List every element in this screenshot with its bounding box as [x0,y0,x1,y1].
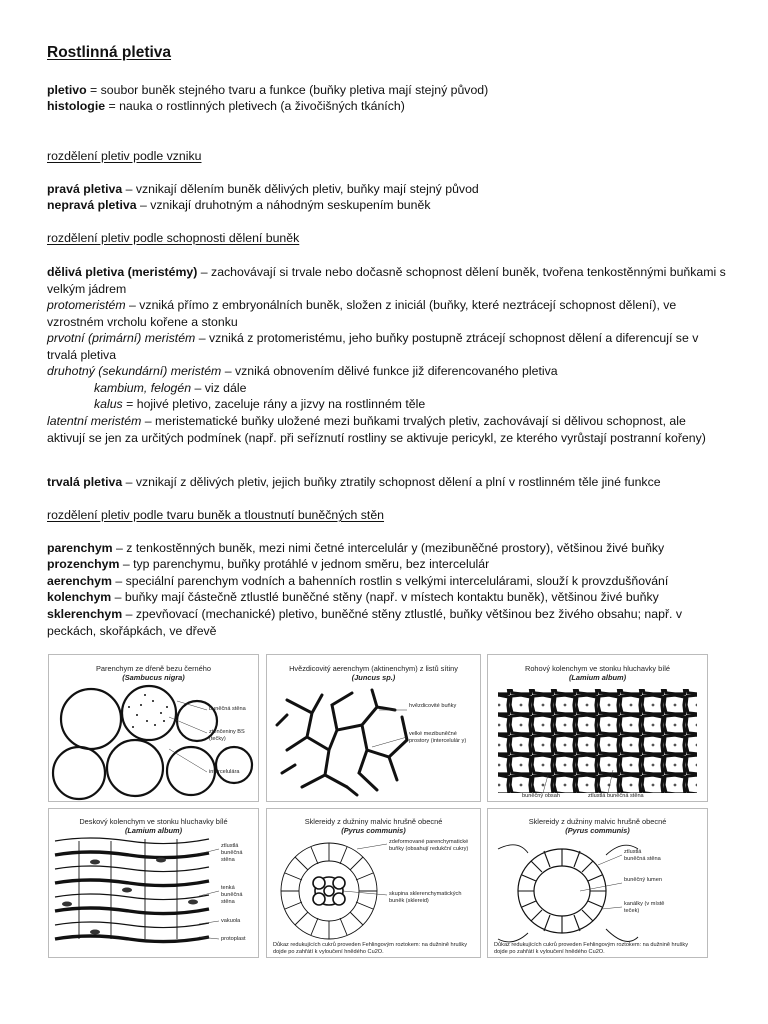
figure-aerenchym-label-2: velké mezibuněčné prostory (intercelulár y) [409,731,467,744]
page-title: Rostlinná pletiva [47,44,172,61]
figure-deskovy-kolenchym-title-text: Deskový kolenchym ve stonku hluchavky bílé [79,817,228,826]
figure-parenchym-title-text: Parenchym ze dřeně bezu černého [95,664,212,673]
term-aerenchym: aerenchym [47,574,112,588]
heading-shape: rozdělení pletiv podle tvaru buněk a tloustnutí buněčných stěn [47,508,385,522]
figure-sklereidy-2 [487,808,708,958]
item-kalus [94,396,768,413]
figure-aerenchym-title-text: Hvězdicovitý aerenchym (aktinenchym) z listů sítiny [289,664,458,673]
text-kambium: – viz dále [191,381,247,395]
figure-parenchym-title [49,664,258,682]
text-prvotni: – vzniká z protomeristému, jeho buňky postupně ztrácejí schopnost dělení a diferencují se v trvalá pletiva [47,331,699,362]
term-prozenchym: prozenchym [47,557,120,571]
term-parenchym: parenchym [47,541,113,555]
figure-sklereidy-1-title [267,817,480,835]
text-parenchym: – z tenkostěnných buněk, mezi nimi četné intercelulár y (mezibuněčné prostory), většinou živé buňky [112,541,665,555]
figure-parenchym-label-1: buněčná stěna [209,706,246,712]
item-meristemy [47,264,727,297]
figure-parenchym [48,654,259,802]
item-kambium [94,380,768,397]
text-kolenchym: – buňky mají částečně ztlustlé buněčné stěny (např. v místech kontaktu buněk), většinou živé buňky [111,590,659,604]
text-aerenchym: – speciální parenchym vodních a bahenních rostlin s velkými intercelulárami, slouží k provzdušňování [111,574,669,588]
figure-sklereidy-1-title-text: Sklereidy z dužniny malvic hrušně obecné [304,817,443,826]
figure-deskovy-kolenchym-label-3: vakuola [221,918,241,924]
text-protomeristem: – vzniká přímo z embryonálních buněk, složen z iniciál (buňky, které neztrácejí schopnost dělení), ve vzrostném vrcholu kořene a stonku [47,298,677,329]
item-prava-pletiva [47,181,727,198]
figure-parenchym-label-3: intercelulára [209,769,240,775]
figure-sklereidy-2-title [488,817,707,835]
definition-histologie [47,98,727,115]
text-histologie: = nauka o rostlinných pletivech (a živočišných tkáních) [105,99,405,113]
item-parenchym [47,540,727,557]
figure-aerenchym-title [267,664,480,682]
term-kolenchym: kolenchym [47,590,112,604]
term-meristemy: dělivá pletiva (meristémy) [47,265,198,279]
term-prava: pravá pletiva [47,182,123,196]
text-neprava: – vznikají druhotným a náhodným seskupením buněk [136,198,431,212]
term-protomeristem: protomeristém [47,298,126,312]
figure-sklereidy-2-label-2: buněčný lumen [624,877,662,883]
term-neprava: nepravá pletiva [47,198,137,212]
term-sklerenchym: sklerenchym [47,607,123,621]
text-prozenchym: – typ parenchymu, buňky protáhlé v jednom směru, bez intercelulár [119,557,490,571]
figure-aerenchym [266,654,481,802]
figure-sklereidy-1-label-2: skupina sklerenchymatických buněk (sklereid) [389,891,462,904]
heading-origin: rozdělení pletiv podle vzniku [47,149,202,163]
definition-pletivo [47,82,727,99]
figure-sklereidy-2-caption: Důkaz redukujících cukrů proveden Fehlingovým roztokem: na dužnině hrušky dojde po zahřátí k vyloučení hnědého Cu2O. [494,942,689,955]
figure-sklereidy-2-label-3: kanálky (v místě teček) [624,901,665,914]
text-prava: – vznikají dělením buněk dělivých pletiv, buňky mají stejný původ [122,182,479,196]
figure-rohovy-kolenchym-label-2: ztlustlá buněčná stěna [588,793,644,799]
figure-deskovy-kolenchym-title [49,817,258,835]
term-kambium: kambium, felogén [94,381,192,395]
figure-rohovy-kolenchym-label-1: buněčný obsah [522,793,560,799]
term-histologie: histologie [47,99,106,113]
figure-rohovy-kolenchym-latin: (Lamium album) [568,673,627,682]
item-kolenchym [47,589,727,606]
figure-deskovy-kolenchym-label-2: tenká buněčná stěna [221,885,243,905]
figure-parenchym-label-2: ztenčeniny BS (tečky) [209,729,245,742]
item-protomeristem [47,297,727,330]
text-kalus: = hojivé pletivo, zaceluje rány a jizvy na rostlinném těle [122,397,426,411]
text-sklerenchym: – zpevňovací (mechanické) pletivo, buněčné stěny ztlustlé, buňky většinou bez živého obsahu; např. v peckách, skořápkách, ve dřevě [47,607,683,638]
text-trvala: – vznikají z dělivých pletiv, jejich buňky ztratily schopnost dělení a plní v rostlinném těle jiné funkce [122,475,661,489]
figure-sklereidy-1-caption: Důkaz redukujících cukrů proveden Fehlingovým roztokem: na dužnině hrušky dojde po zahřátí k vyloučení hnědého Cu2O. [273,942,468,955]
figure-parenchym-latin: (Sambucus nigra) [122,673,185,682]
item-prozenchym [47,556,727,573]
figure-rohovy-kolenchym [487,654,708,802]
item-druhotny-meristem [47,363,727,380]
figure-deskovy-kolenchym-label-4: protoplast [221,936,246,942]
item-trvala-pletiva [47,474,727,491]
term-druhotny: druhotný (sekundární) meristém [47,364,222,378]
figure-sklereidy-2-label-1: ztlustlá buněčná stěna [624,849,661,862]
text-latentni: – meristematické buňky uložené mezi buňkami trvalých pletiv, zachovávají si dělivou schopnost, ale aktivují se jen za určitých podmínek (např. při seříznutí rostliny se aktivuje pericykl, ze kterého vyrůstají postranní kořeny) [47,414,706,445]
heading-division: rozdělení pletiv podle schopnosti dělení buněk [47,231,300,245]
term-kalus: kalus [94,397,123,411]
figure-rohovy-kolenchym-title-text: Rohový kolenchym ve stonku hluchavky bílé [524,664,670,673]
item-aerenchym [47,573,727,590]
figure-aerenchym-label-1: hvězdicovité buňky [409,703,457,709]
item-latentni-meristem [47,413,727,446]
term-trvala: trvalá pletiva [47,475,123,489]
figure-rohovy-kolenchym-title [488,664,707,682]
figure-deskovy-kolenchym [48,808,259,958]
text-pletivo: = soubor buněk stejného tvaru a funkce (buňky pletiva mají stejný původ) [86,83,489,97]
figure-sklereidy-2-latin: (Pyrus communis) [565,826,630,835]
figure-deskovy-kolenchym-latin: (Lamium album) [124,826,183,835]
text-druhotny: – vzniká obnovením dělivé funkce již diferencovaného pletiva [221,364,558,378]
text-meristemy: – zachovávají si trvale nebo dočasně schopnost dělení buněk, tvořena tenkostěnnými buňkami s velkým jádrem [47,265,726,296]
figure-sklereidy-1-latin: (Pyrus communis) [341,826,406,835]
figure-aerenchym-latin: (Juncus sp.) [351,673,396,682]
term-prvotni: prvotní (primární) meristém [47,331,196,345]
item-neprava-pletiva [47,197,727,214]
figure-sklereidy-2-title-text: Sklereidy z dužniny malvic hrušně obecné [528,817,667,826]
item-prvotni-meristem [47,330,727,363]
term-pletivo: pletivo [47,83,87,97]
term-latentni: latentní meristém [47,414,142,428]
figure-deskovy-kolenchym-label-1: ztlustlá buněčná stěna [221,843,243,863]
item-sklerenchym [47,606,727,639]
figure-sklereidy-1-label-1: zdeformované parenchymatické buňky (obsahují redukční cukry) [389,839,469,852]
figure-sklereidy-1 [266,808,481,958]
